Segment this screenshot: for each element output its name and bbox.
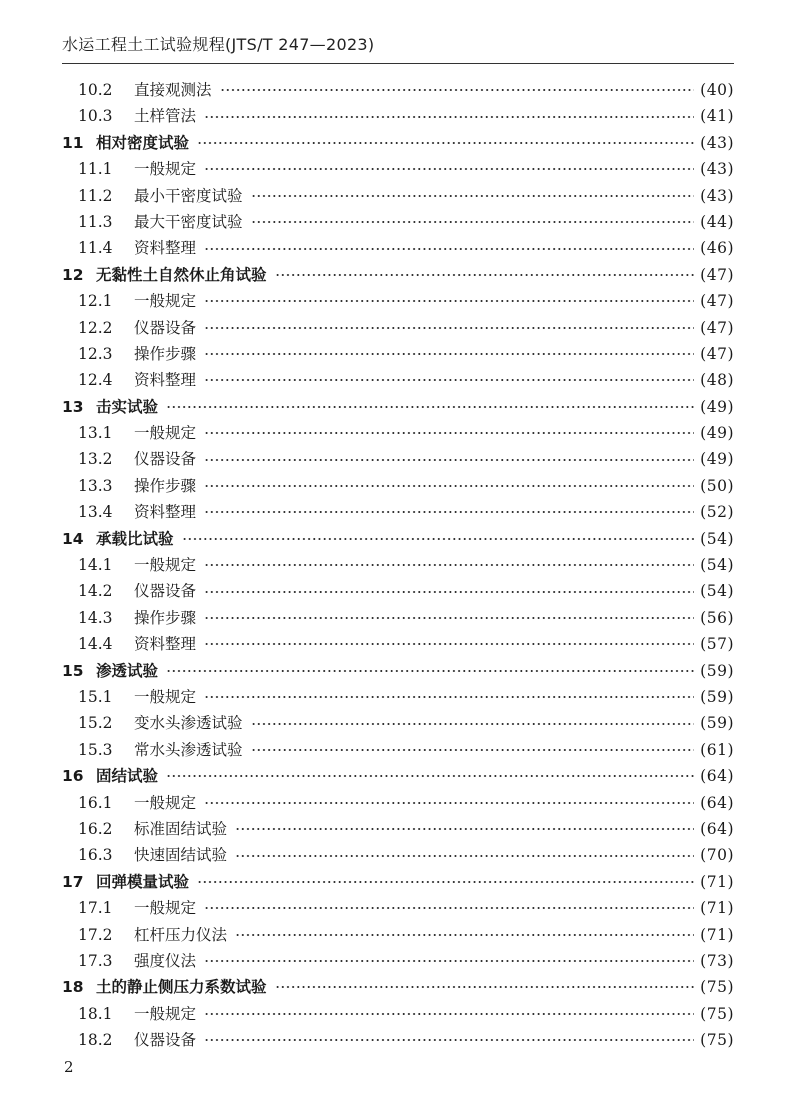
toc-chapter-entry[interactable] (62, 763, 734, 789)
dot-leader (204, 116, 694, 118)
toc-entry-title: 击实试验 (96, 397, 159, 416)
toc-entry-number: 12 (62, 265, 84, 284)
dot-leader (251, 749, 695, 751)
toc-entry-page: (54) (700, 582, 734, 601)
toc-entry-title: 资料整理 (134, 239, 197, 258)
toc-entry-number: 15.3 (78, 740, 113, 759)
toc-entry-number: 16.1 (78, 793, 113, 812)
toc-section-entry[interactable] (62, 578, 734, 604)
toc-entry-page: (44) (700, 212, 734, 231)
toc-entry-number: 14.2 (78, 582, 113, 601)
toc-section-entry[interactable] (62, 1001, 734, 1027)
toc-entry-title: 渗透试验 (96, 661, 159, 680)
toc-entry-title: 无黏性土自然休止角试验 (96, 265, 267, 284)
toc-entry-number: 17.1 (78, 899, 113, 918)
toc-section-entry[interactable] (62, 183, 734, 209)
toc-entry-title: 一般规定 (134, 687, 197, 706)
dot-leader (235, 855, 694, 857)
dot-leader (204, 379, 694, 381)
toc-entry-title: 变水头渗透试验 (134, 714, 243, 733)
toc-entry-page: (50) (700, 476, 734, 495)
toc-entry-number: 14 (62, 529, 84, 548)
toc-entry-title: 操作步骤 (134, 608, 197, 627)
toc-entry-number: 13.1 (78, 424, 113, 443)
dot-leader (204, 960, 694, 962)
dot-leader (204, 327, 694, 329)
toc-entry-title: 标准固结试验 (134, 819, 228, 838)
toc-chapter-entry[interactable] (62, 526, 734, 552)
toc-entry-page: (59) (700, 687, 734, 706)
dot-leader (204, 485, 694, 487)
toc-section-entry[interactable] (62, 156, 734, 182)
toc-entry-title: 仪器设备 (134, 450, 197, 469)
toc-entry-page: (64) (700, 819, 734, 838)
dot-leader (204, 300, 694, 302)
toc-section-entry[interactable] (62, 499, 734, 525)
toc-entry-title: 一般规定 (134, 793, 197, 812)
toc-entry-number: 17 (62, 872, 84, 891)
toc-entry-number: 18 (62, 978, 84, 997)
toc-entry-page: (43) (700, 186, 734, 205)
dot-leader (166, 775, 694, 777)
dot-leader (204, 511, 694, 513)
toc-entry-title: 一般规定 (134, 899, 197, 918)
dot-leader (204, 591, 694, 593)
toc-entry-title: 回弹模量试验 (96, 872, 190, 891)
dot-leader (204, 564, 694, 566)
dot-leader (166, 406, 694, 408)
toc-entry-title: 快速固结试验 (134, 846, 228, 865)
dot-leader (251, 195, 695, 197)
dot-leader (235, 934, 694, 936)
toc-entry-number: 13.2 (78, 450, 113, 469)
toc-entry-page: (49) (700, 397, 734, 416)
toc-section-entry[interactable] (62, 922, 734, 948)
dot-leader (204, 696, 694, 698)
dot-leader (251, 221, 695, 223)
toc-entry-number: 12.1 (78, 292, 113, 311)
toc-section-entry[interactable] (62, 710, 734, 736)
toc-entry-page: (70) (700, 846, 734, 865)
toc-section-entry[interactable] (62, 605, 734, 631)
toc-entry-number: 13.3 (78, 476, 113, 495)
toc-section-entry[interactable] (62, 473, 734, 499)
toc-entry-number: 17.3 (78, 951, 113, 970)
toc-entry-title: 仪器设备 (134, 1031, 197, 1050)
running-header: 水运工程土工试验规程(JTS/T 247—2023) (62, 35, 375, 54)
toc-entry-page: (75) (700, 1004, 734, 1023)
toc-entry-page: (47) (700, 344, 734, 363)
toc-section-entry[interactable] (62, 790, 734, 816)
toc-entry-number: 16 (62, 767, 84, 786)
dot-leader (204, 617, 694, 619)
toc-entry-title: 最大干密度试验 (134, 212, 243, 231)
toc-entry-number: 17.2 (78, 925, 113, 944)
toc-entry-number: 15.2 (78, 714, 113, 733)
toc-entry-page: (47) (700, 292, 734, 311)
toc-entry-title: 一般规定 (134, 556, 197, 575)
toc-section-entry[interactable] (62, 552, 734, 578)
toc-chapter-entry[interactable] (62, 974, 734, 1000)
toc-entry-title: 一般规定 (134, 1004, 197, 1023)
toc-entry-page: (75) (700, 978, 734, 997)
toc-entry-number: 12.4 (78, 371, 113, 390)
dot-leader (275, 274, 695, 276)
toc-entry-title: 资料整理 (134, 371, 197, 390)
toc-entry-page: (41) (700, 107, 734, 126)
header-rule (62, 63, 734, 64)
toc-entry-number: 11 (62, 133, 84, 152)
toc-entry-number: 11.4 (78, 239, 113, 258)
toc-entry-number: 11.1 (78, 160, 113, 179)
toc-entry-number: 15 (62, 661, 84, 680)
toc-section-entry[interactable] (62, 1027, 734, 1053)
toc-chapter-entry[interactable] (62, 658, 734, 684)
toc-entry-number: 14.3 (78, 608, 113, 627)
toc-entry-number: 15.1 (78, 687, 113, 706)
dot-leader (204, 459, 694, 461)
dot-leader (251, 723, 695, 725)
toc-entry-page: (52) (700, 503, 734, 522)
toc-entry-title: 操作步骤 (134, 344, 197, 363)
toc-entry-page: (73) (700, 951, 734, 970)
toc-entry-title: 直接观测法 (134, 81, 212, 99)
toc-entry-number: 10.3 (78, 107, 113, 126)
toc-entry-page: (48) (700, 371, 734, 390)
toc-entry-page: (46) (700, 239, 734, 258)
toc-chapter-entry[interactable] (62, 869, 734, 895)
dot-leader (197, 142, 694, 144)
toc-entry-number: 10.2 (78, 81, 113, 99)
toc-entry-title: 相对密度试验 (96, 133, 190, 152)
toc-entry-title: 土样管法 (134, 107, 197, 126)
toc-entry-number: 18.1 (78, 1004, 113, 1023)
toc-entry-number: 11.2 (78, 186, 113, 205)
dot-leader (166, 670, 694, 672)
toc-entry-page: (43) (700, 160, 734, 179)
toc-entry-page: (71) (700, 899, 734, 918)
toc-entry-title: 操作步骤 (134, 476, 197, 495)
toc-section-entry[interactable] (62, 288, 734, 314)
toc-entry-page: (75) (700, 1031, 734, 1050)
toc-section-entry[interactable] (62, 367, 734, 393)
toc-section-entry[interactable] (62, 446, 734, 472)
toc-entry-page: (61) (700, 740, 734, 759)
toc-entry-number: 14.1 (78, 556, 113, 575)
toc-section-entry[interactable] (62, 631, 734, 657)
toc-entry-number: 18.2 (78, 1031, 113, 1050)
toc-entry-number: 16.2 (78, 819, 113, 838)
toc-entry-title: 资料整理 (134, 503, 197, 522)
page-number: 2 (64, 1058, 74, 1076)
toc-section-entry[interactable] (62, 948, 734, 974)
toc-entry-page: (54) (700, 529, 734, 548)
toc-entry-number: 16.3 (78, 846, 113, 865)
toc-entry-title: 承载比试验 (96, 529, 174, 548)
toc-entry-number: 12.3 (78, 344, 113, 363)
toc-entry-page: (54) (700, 556, 734, 575)
dot-leader (235, 828, 694, 830)
table-of-contents (62, 77, 734, 1053)
dot-leader (182, 538, 695, 540)
toc-entry-number: 13 (62, 397, 84, 416)
dot-leader (204, 907, 694, 909)
dot-leader (204, 168, 694, 170)
toc-chapter-entry[interactable] (62, 262, 734, 288)
toc-entry-number: 11.3 (78, 212, 113, 231)
toc-entry-title: 强度仪法 (134, 951, 197, 970)
toc-chapter-entry[interactable] (62, 394, 734, 420)
dot-leader (204, 432, 694, 434)
toc-section-entry[interactable] (62, 684, 734, 710)
toc-section-entry[interactable] (62, 77, 734, 103)
toc-entry-page: (64) (700, 793, 734, 812)
toc-entry-number: 12.2 (78, 318, 113, 337)
toc-entry-page: (49) (700, 450, 734, 469)
toc-section-entry[interactable] (62, 235, 734, 261)
toc-section-entry[interactable] (62, 737, 734, 763)
toc-entry-page: (59) (700, 714, 734, 733)
toc-section-entry[interactable] (62, 895, 734, 921)
dot-leader (204, 248, 694, 250)
dot-leader (197, 881, 694, 883)
toc-entry-number: 13.4 (78, 503, 113, 522)
dot-leader (204, 353, 694, 355)
toc-entry-title: 仪器设备 (134, 318, 197, 337)
toc-entry-page: (40) (700, 81, 734, 99)
toc-entry-title: 杠杆压力仪法 (134, 925, 228, 944)
toc-section-entry[interactable] (62, 341, 734, 367)
toc-entry-title: 资料整理 (134, 635, 197, 654)
toc-entry-title: 仪器设备 (134, 582, 197, 601)
dot-leader (275, 986, 695, 988)
toc-section-entry[interactable] (62, 420, 734, 446)
dot-leader (220, 89, 695, 91)
dot-leader (204, 1013, 694, 1015)
dot-leader (204, 643, 694, 645)
toc-entry-page: (71) (700, 925, 734, 944)
toc-entry-page: (43) (700, 133, 734, 152)
toc-section-entry[interactable] (62, 816, 734, 842)
toc-entry-title: 一般规定 (134, 292, 197, 311)
toc-entry-page: (57) (700, 635, 734, 654)
toc-entry-page: (47) (700, 265, 734, 284)
toc-entry-page: (71) (700, 872, 734, 891)
toc-entry-number: 14.4 (78, 635, 113, 654)
toc-entry-page: (47) (700, 318, 734, 337)
dot-leader (204, 1039, 694, 1041)
toc-entry-title: 常水头渗透试验 (134, 740, 243, 759)
toc-entry-title: 最小干密度试验 (134, 186, 243, 205)
toc-section-entry[interactable] (62, 315, 734, 341)
toc-entry-title: 土的静止侧压力系数试验 (96, 978, 267, 997)
toc-entry-title: 固结试验 (96, 767, 159, 786)
toc-section-entry[interactable] (62, 842, 734, 868)
dot-leader (204, 802, 694, 804)
toc-entry-page: (59) (700, 661, 734, 680)
toc-entry-title: 一般规定 (134, 424, 197, 443)
toc-chapter-entry[interactable] (62, 130, 734, 156)
toc-entry-page: (49) (700, 424, 734, 443)
toc-entry-title: 一般规定 (134, 160, 197, 179)
toc-section-entry[interactable] (62, 103, 734, 129)
toc-section-entry[interactable] (62, 209, 734, 235)
toc-entry-page: (56) (700, 608, 734, 627)
toc-entry-page: (64) (700, 767, 734, 786)
